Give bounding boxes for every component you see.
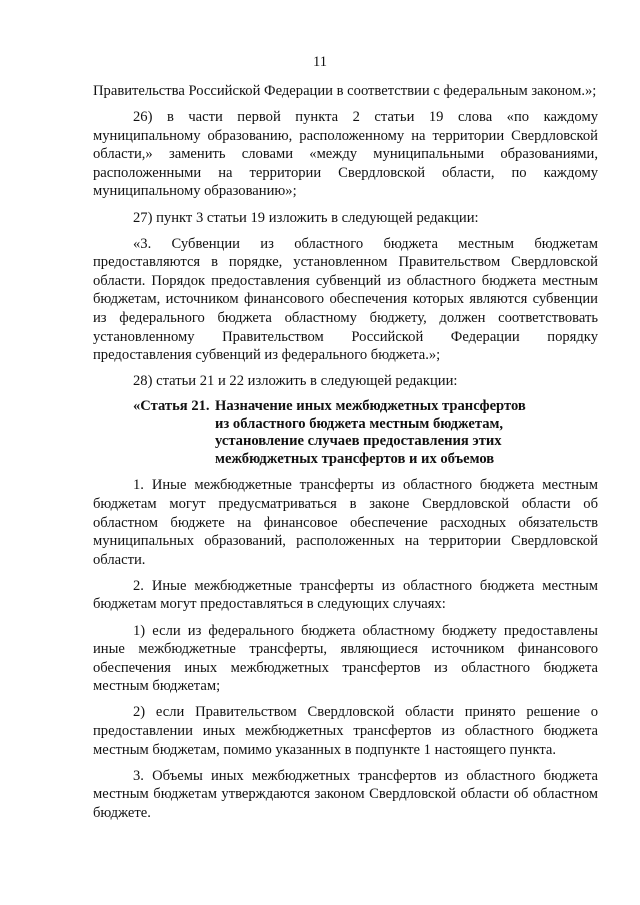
paragraph: 2) если Правительством Свердловской области принято решение о предоставлении иных межбюджетных трансфертов из областного бюджета местным бюджетам, помимо указанных в подпункте 1 настоящего пункта. — [93, 704, 598, 758]
page-number: 11 — [313, 54, 327, 70]
article-heading — [93, 398, 598, 468]
document-body — [93, 82, 598, 830]
article-title-line: установление случаев предоставления этих — [215, 433, 502, 450]
paragraph: 28) статьи 21 и 22 изложить в следующей редакции: — [133, 373, 458, 390]
paragraph: 3. Объемы иных межбюджетных трансфертов из областного бюджета местным бюджетам утверждаются законом Свердловской области об областном бюджете. — [93, 767, 598, 821]
paragraph: Правительства Российской Федерации в соответствии с федеральным законом.»; — [93, 83, 597, 99]
article-number: «Статья 21. — [133, 398, 210, 415]
article-title-line: из областного бюджета местным бюджетам, — [215, 415, 504, 432]
paragraph: «3. Субвенции из областного бюджета местным бюджетам предоставляются в порядке, установленном Правительством Свердловской области. Порядок предоставления субвенций из областного бюджета местным бюджетам, источником финансового обеспечения которых являются субвенции из федерального бюджета областному бюджету, должен соответствовать установленному Правительством Российской Федерации порядку предоставления субвенций из федерального бюджета.»; — [93, 235, 598, 364]
article-title-line: межбюджетных трансфертов и их объемов — [215, 450, 495, 467]
paragraph: 1. Иные межбюджетные трансферты из областного бюджета местным бюджетам могут предусматриваться в законе Свердловской области об областном бюджете на финансовое обеспечение расходных обязательств муниципальных образований, расположенных на территории Свердловской области. — [93, 477, 598, 568]
paragraph: 2. Иные межбюджетные трансферты из областного бюджета местным бюджетам могут предоставляться в следующих случаях: — [93, 577, 598, 613]
paragraph: 1) если из федерального бюджета областному бюджету предоставлены иные межбюджетные трансферты, являющиеся источником финансового обеспечения иных межбюджетных трансфертов из областного бюджета местным бюджетам; — [93, 622, 598, 695]
article-title-line: Назначение иных межбюджетных трансфертов — [215, 398, 526, 415]
article-title — [215, 398, 598, 468]
paragraph: 27) пункт 3 статьи 19 изложить в следующей редакции: — [133, 209, 479, 226]
paragraph: 26) в части первой пункта 2 статьи 19 слова «по каждому муниципальному образованию, расположенному на территории Свердловской области,» заменить словами «между муниципальными образованиями, расположенными на территории Свердловской области, по каждому муниципальному образованию»; — [93, 109, 598, 200]
